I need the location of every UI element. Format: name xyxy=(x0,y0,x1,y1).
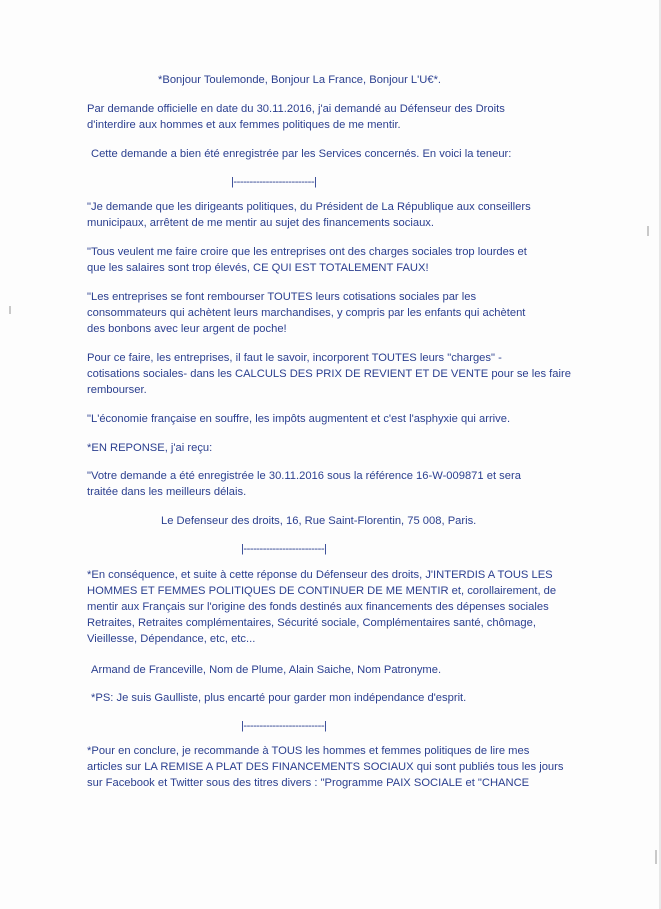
pricing-line: cotisations sociales- dans les CALCULS DES PRIX DE REVIENT ET DE VENTE pour se les faire xyxy=(87,368,571,380)
consequence-line: HOMMES ET FEMMES POLITIQUES DE CONTINUER DE ME MENTIR et, corollairement, de xyxy=(87,585,557,597)
reimburse-paragraph xyxy=(87,289,525,337)
ps-line: *PS: Je suis Gaulliste, plus encarté pour garder mon indépendance d'esprit. xyxy=(91,692,467,704)
scan-mark xyxy=(9,306,11,314)
demand-line: municipaux, arrêtent de me mentir au sujet des financements sociaux. xyxy=(87,217,434,229)
separator-line: |-------------------------| xyxy=(241,720,327,732)
reimburse-line: des bonbons avec leur argent de poche! xyxy=(87,323,287,335)
defender-address-line: Le Defenseur des droits, 16, Rue Saint-Florentin, 75 008, Paris. xyxy=(161,515,477,527)
intro-line: Par demande officielle en date du 30.11.2016, j'ai demandé au Défenseur des Droits xyxy=(87,103,505,115)
conclusion-line: *Pour en conclure, je recommande à TOUS les hommes et femmes politiques de lire mes xyxy=(87,745,530,757)
demand-paragraph xyxy=(87,199,531,231)
intro-paragraph xyxy=(87,101,505,133)
greeting-line: *Bonjour Toulemonde, Bonjour La France, Bonjour L'U€*. xyxy=(158,74,442,86)
reimburse-line: consommateurs qui achètent leurs marchandises, y compris par les enfants qui achètent xyxy=(87,307,526,319)
signature-line: Armand de Franceville, Nom de Plume, Alain Saiche, Nom Patronyme. xyxy=(91,664,442,676)
response-paragraph xyxy=(87,468,521,500)
claim-line: "Tous veulent me faire croire que les entreprises ont des charges sociales trop lourdes et xyxy=(87,246,527,258)
pricing-line: Pour ce faire, les entreprises, il faut le savoir, incorporent TOUTES leurs "charges" - xyxy=(87,352,502,364)
reimburse-line: "Les entreprises se font rembourser TOUTES leurs cotisations sociales par les xyxy=(87,291,477,303)
intro-line: d'interdire aux hommes et aux femmes politiques de me mentir. xyxy=(87,119,401,131)
conclusion-paragraph xyxy=(87,743,563,791)
claim-paragraph xyxy=(87,244,527,276)
consequence-line: Retraites, Retraites complémentaires, Sécurité sociale, Complémentaires santé, chômage, xyxy=(87,617,536,629)
conclusion-line: sur Facebook et Twitter sous des titres divers : "Programme PAIX SOCIALE et "CHANCE xyxy=(87,777,530,789)
consequence-paragraph xyxy=(87,567,556,647)
registered-line: Cette demande a bien été enregistrée par les Services concernés. En voici la teneur: xyxy=(91,148,512,160)
consequence-line: *En conséquence, et suite à cette réponse du Défenseur des droits, J'INTERDIS A TOUS LES xyxy=(87,569,553,581)
pricing-line: rembourser. xyxy=(87,384,147,396)
separator-line: |-------------------------| xyxy=(231,176,317,188)
separator-line: |-------------------------| xyxy=(241,543,327,555)
consequence-line: mentir aux Français sur l'origine des fonds destinés aux financements des dépenses sociales xyxy=(87,601,549,613)
economy-line: "L'économie française en souffre, les impôts augmentent et c'est l'asphyxie qui arrive. xyxy=(87,413,511,425)
conclusion-line: articles sur LA REMISE A PLAT DES FINANCEMENTS SOCIAUX qui sont publiés tous les jours xyxy=(87,761,564,773)
response-intro-line: *EN REPONSE, j'ai reçu: xyxy=(87,442,213,454)
claim-line: que les salaires sont trop élevés, CE QUI EST TOTALEMENT FAUX! xyxy=(87,262,429,274)
scan-mark xyxy=(655,850,657,864)
pricing-paragraph xyxy=(87,350,571,398)
response-line: traitée dans les meilleurs délais. xyxy=(87,486,247,498)
scan-mark xyxy=(647,226,649,236)
response-line: "Votre demande a été enregistrée le 30.11.2016 sous la référence 16-W-009871 et sera xyxy=(87,470,521,482)
consequence-line: Vieillesse, Dépendance, etc, etc... xyxy=(87,633,256,645)
demand-line: "Je demande que les dirigeants politiques, du Président de La République aux conseillers xyxy=(87,201,531,213)
